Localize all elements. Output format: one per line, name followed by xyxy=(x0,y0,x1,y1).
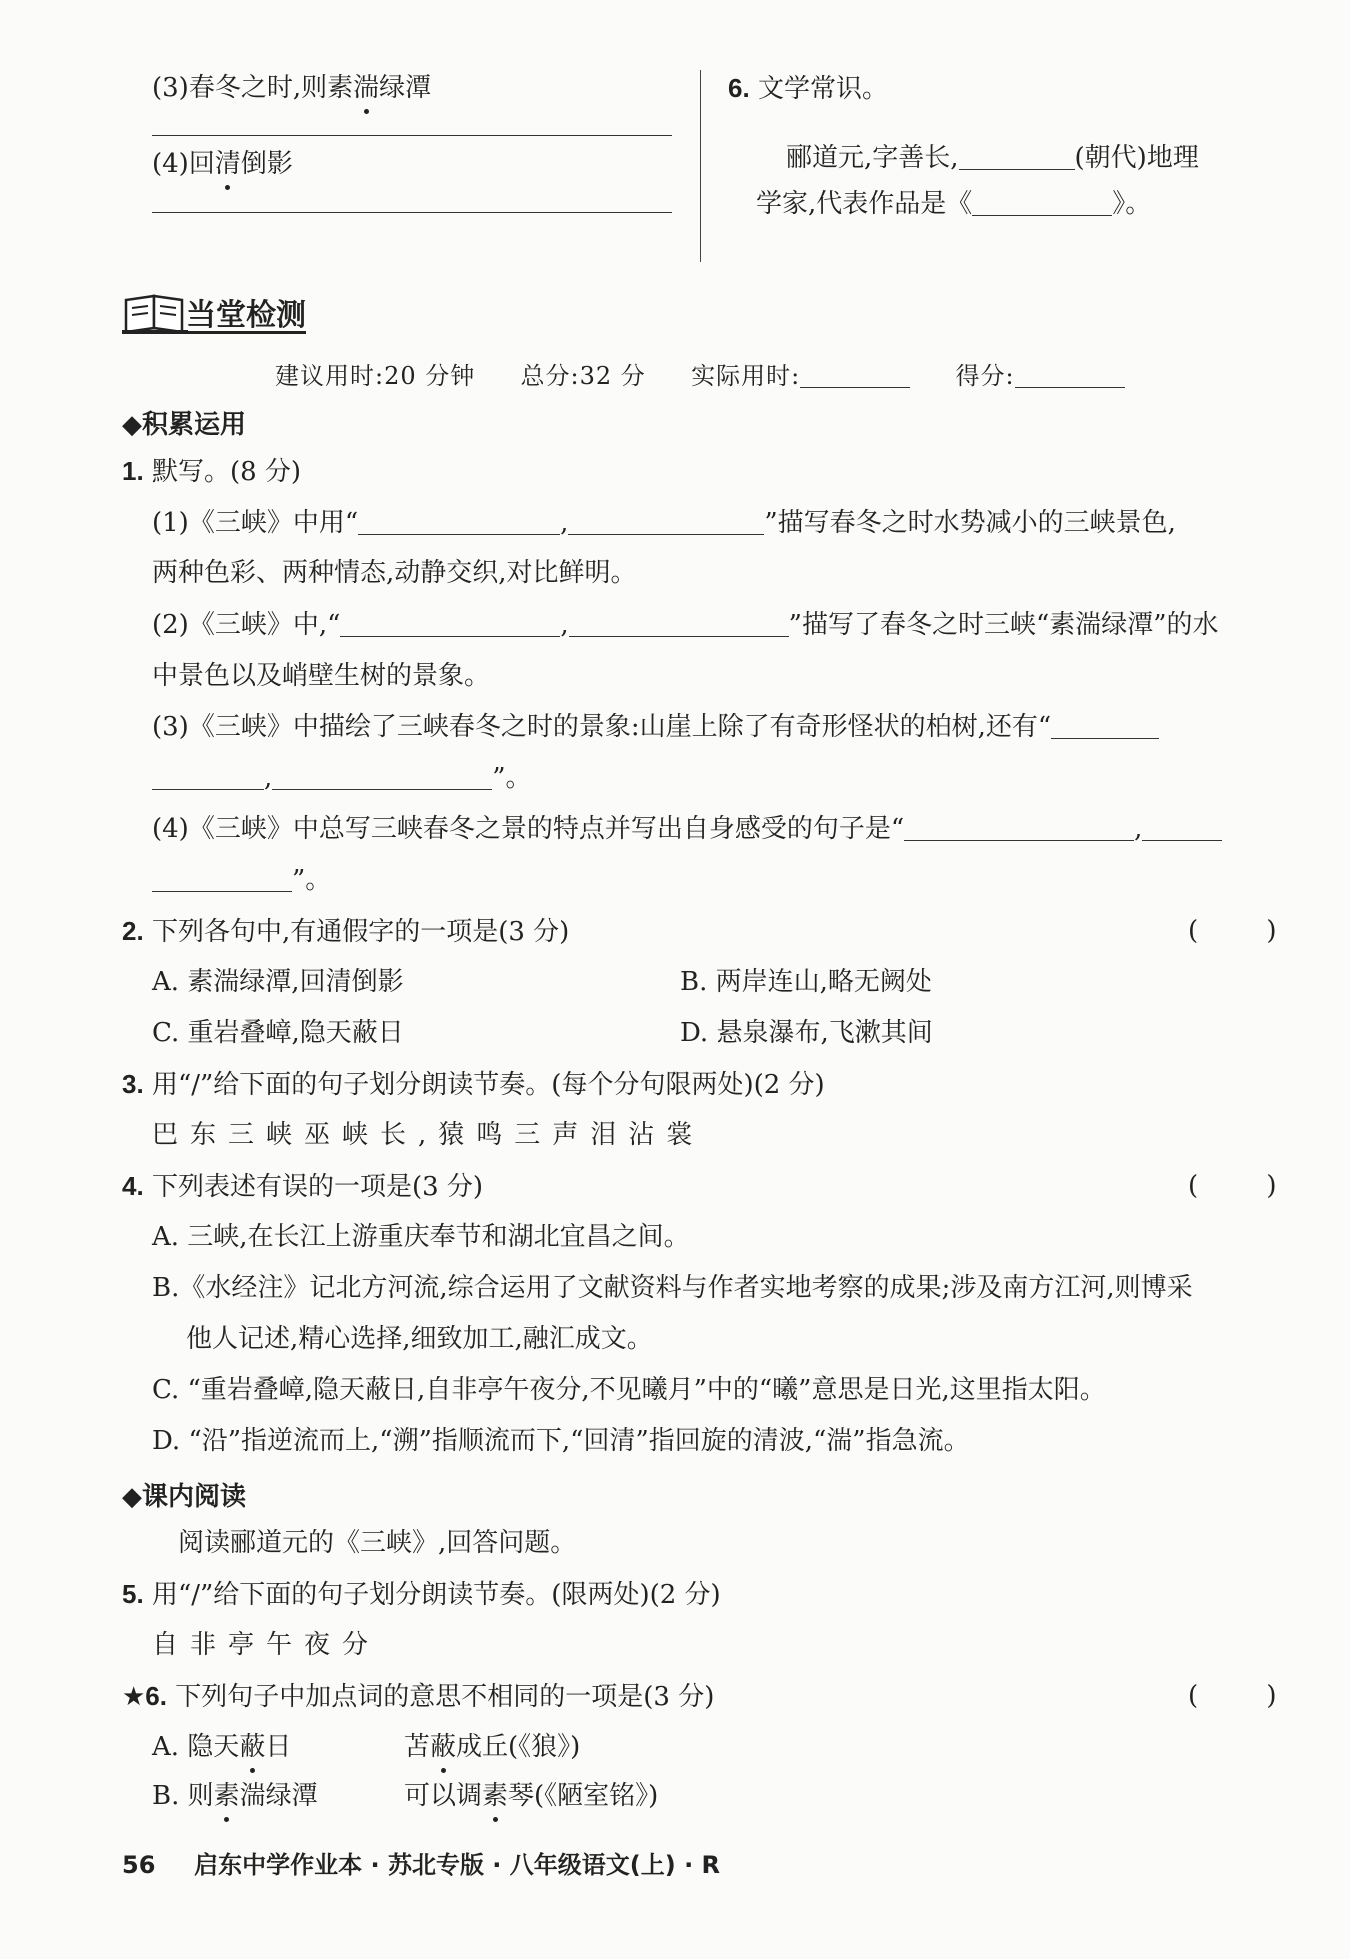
q1-blank[interactable] xyxy=(569,612,789,637)
q6-title: ★6. 下列句子中加点词的意思不相同的一项是(3 分) xyxy=(122,1681,715,1712)
actual-time-label: 实际用时: xyxy=(691,362,801,390)
q1-blank[interactable] xyxy=(358,510,560,535)
reading-intro: 阅读郦道元的《三峡》,回答问题。 xyxy=(178,1528,577,1558)
q1-blank[interactable] xyxy=(1051,714,1159,739)
work-blank[interactable] xyxy=(972,191,1112,216)
q1-s3: (3)《三峡》中描绘了三峡春冬之时的景象:山崖上除了有奇形怪状的柏树,还有“ xyxy=(152,711,1159,743)
q1-s1-cont: 两种色彩、两种情态,动静交织,对比鲜明。 xyxy=(152,558,637,588)
q1-blank[interactable] xyxy=(272,765,492,790)
answer-line[interactable] xyxy=(152,135,672,136)
top-item-4: (4)回清倒影 xyxy=(152,149,293,179)
section-title: 当堂检测 xyxy=(186,298,306,333)
emphasis-char: 蔽 xyxy=(239,1732,266,1762)
q4-title: 4. 下列表述有误的一项是(3 分) xyxy=(122,1171,484,1202)
score-blank[interactable] xyxy=(1015,363,1125,388)
answer-line[interactable] xyxy=(152,212,672,213)
score-label: 得分: xyxy=(955,362,1015,390)
book-title: 启东中学作业本 · 苏北专版 · 八年级语文(上) · R xyxy=(194,1851,721,1879)
emphasis-char: 清 xyxy=(214,149,241,179)
section-reading: ◆课内阅读 xyxy=(122,1482,246,1512)
time-info xyxy=(275,356,1125,391)
q1-blank[interactable] xyxy=(340,612,560,637)
top-q6-line2: 学家,代表作品是《 》。 xyxy=(756,189,1152,219)
q1-blank[interactable] xyxy=(904,816,1134,841)
q1-title: 1. 默写。(8 分) xyxy=(122,456,302,487)
q5-title: 5. 用“/”给下面的句子划分朗读节奏。(限两处)(2 分) xyxy=(122,1579,721,1610)
q6-option-a[interactable]: A. 隐天蔽日 xyxy=(152,1732,292,1762)
q2-option-d[interactable]: D. 悬泉瀑布,飞漱其间 xyxy=(680,1018,933,1048)
q2-option-a[interactable]: A. 素湍绿潭,回清倒影 xyxy=(152,967,404,997)
q1-s3-cont: , ”。 xyxy=(152,762,532,794)
q4-option-b-cont: 他人记述,精心选择,细致加工,融汇成文。 xyxy=(186,1324,653,1354)
actual-time-blank[interactable] xyxy=(800,363,910,388)
q1-s2-cont: 中景色以及峭壁生树的景象。 xyxy=(152,661,491,691)
q1-blank[interactable] xyxy=(568,510,764,535)
q6-option-b-compare: 可以调素琴(《陋室铭》) xyxy=(404,1781,659,1811)
q3-sentence[interactable]: 巴东三峡巫峡长,猿鸣三声泪沾裳 xyxy=(152,1120,705,1150)
page-number: 56 xyxy=(122,1851,156,1879)
emphasis-char: 蔽 xyxy=(430,1732,457,1762)
book-icon xyxy=(122,290,190,334)
top-item-3: (3)春冬之时,则素湍绿潭 xyxy=(152,73,432,103)
q4-option-a[interactable]: A. 三峡,在长江上游重庆奉节和湖北宜昌之间。 xyxy=(152,1222,690,1252)
q2-option-b[interactable]: B. 两岸连山,略无阙处 xyxy=(680,967,932,997)
q1-blank[interactable] xyxy=(1142,816,1222,841)
suggested-time: 建议用时:20 分钟 xyxy=(275,362,476,390)
section-header xyxy=(122,288,332,336)
q6-option-a-compare: 苫蔽成丘(《狼》) xyxy=(404,1732,581,1762)
q2-title: 2. 下列各句中,有通假字的一项是(3 分) xyxy=(122,916,570,947)
q4-option-c[interactable]: C. “重岩叠嶂,隐天蔽日,自非亭午夜分,不见曦月”中的“曦”意思是日光,这里指太阳。 xyxy=(152,1375,1106,1405)
dynasty-blank[interactable] xyxy=(959,145,1075,170)
section-accumulate: ◆积累运用 xyxy=(122,410,246,440)
total-score: 总分:32 分 xyxy=(520,362,646,390)
q2-answer-paren[interactable]: ( ) xyxy=(1188,916,1307,946)
top-q6-title: 6. 文学常识。 xyxy=(728,73,888,104)
top-q6-line1: 郦道元,字善长, (朝代)地理 xyxy=(786,143,1199,173)
q1-s4-cont: ”。 xyxy=(152,864,331,896)
q6-option-b[interactable]: B. 则素湍绿潭 xyxy=(152,1781,318,1811)
q1-s1: (1)《三峡》中用“ , ”描写春冬之时水势减小的三峡景色, xyxy=(152,508,1176,538)
q5-sentence[interactable]: 自非亭午夜分 xyxy=(152,1630,381,1660)
emphasis-char: 湍 xyxy=(353,73,380,103)
q6-answer-paren[interactable]: ( ) xyxy=(1188,1681,1307,1711)
column-divider xyxy=(700,70,701,262)
emphasis-char: 素 xyxy=(213,1781,240,1811)
q1-s2: (2)《三峡》中,“ , ”描写了春冬之时三峡“素湍绿潭”的水 xyxy=(152,610,1219,640)
q1-blank[interactable] xyxy=(152,867,292,892)
q4-option-d[interactable]: D. “沿”指逆流而上,“溯”指顺流而下,“回清”指回旋的清波,“湍”指急流。 xyxy=(152,1426,970,1456)
page-footer xyxy=(122,1845,720,1880)
q1-blank[interactable] xyxy=(152,765,264,790)
q1-s4: (4)《三峡》中总写三峡春冬之景的特点并写出自身感受的句子是“ , xyxy=(152,813,1222,845)
q4-option-b[interactable]: B.《水经注》记北方河流,综合运用了文献资料与作者实地考察的成果;涉及南方江河,则博采 xyxy=(152,1273,1193,1303)
emphasis-char: 素 xyxy=(482,1781,509,1811)
q4-answer-paren[interactable]: ( ) xyxy=(1188,1171,1307,1201)
q3-title: 3. 用“/”给下面的句子划分朗读节奏。(每个分句限两处)(2 分) xyxy=(122,1069,825,1100)
q2-option-c[interactable]: C. 重岩叠嶂,隐天蔽日 xyxy=(152,1018,404,1048)
